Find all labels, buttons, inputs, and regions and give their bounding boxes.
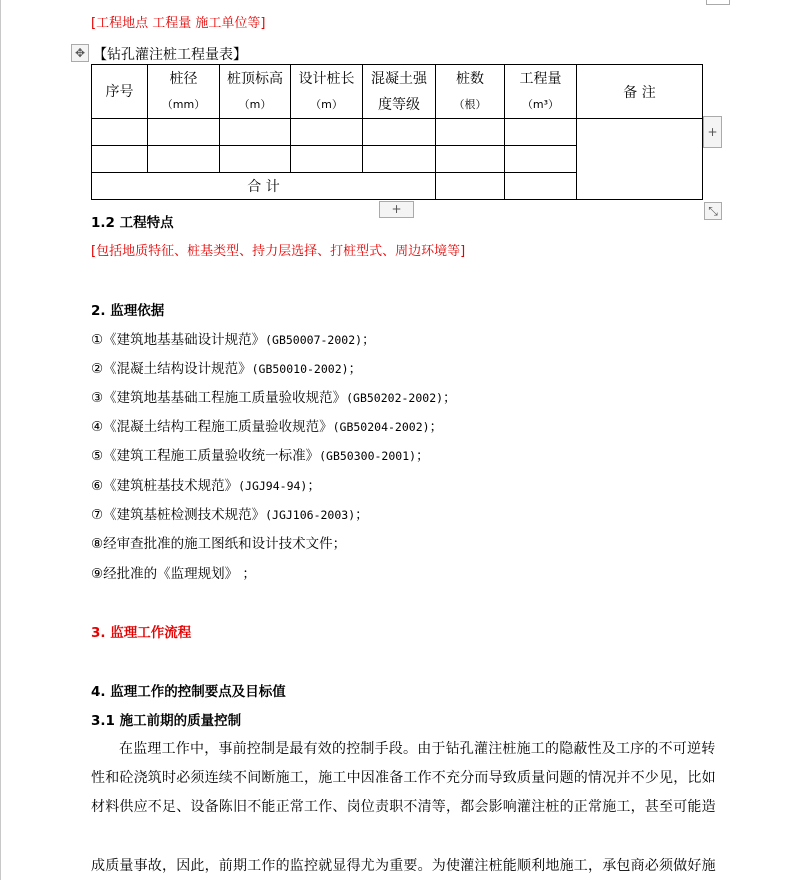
pile-quantity-table: [91, 64, 703, 200]
header-top-elevation: 桩顶标高 （m）: [220, 65, 291, 119]
total-label: 合 计: [92, 173, 436, 200]
section-4-heading: 4. 监理工作的控制要点及目标值: [91, 684, 286, 700]
paragraph-line: 在监理工作中，事前控制是最有效的控制手段。由于钻孔灌注桩施工的隐蔽性及工序的不可逆转: [119, 741, 716, 757]
list-item: ②《混凝土结构设计规范》(GB50010-2002)；: [91, 361, 363, 377]
table-title: 【钻孔灌注桩工程量表】: [93, 47, 247, 63]
header-pile-count: 桩数 （根）: [436, 65, 505, 119]
paragraph-line: 成质量事故，因此，前期工作的监控就显得尤为重要。为使灌注桩能顺利地施工，承包商必须做好施: [91, 858, 716, 874]
list-item: ①《建筑地基基础设计规范》(GB50007-2002)；: [91, 332, 376, 348]
header-concrete-grade: 混凝土强 度等级: [363, 65, 436, 119]
table-header-row: [92, 65, 703, 119]
section-1-2-heading: 1.2 工程特点: [91, 215, 174, 231]
project-location-note: [工程地点 工程量 施工单位等]: [91, 16, 266, 31]
table-cell[interactable]: [505, 146, 577, 173]
table-row: [92, 119, 703, 146]
table-cell[interactable]: [436, 146, 505, 173]
page-left-edge: [0, 0, 1, 880]
list-item: ⑥《建筑桩基技术规范》(JGJ94-94)；: [91, 478, 321, 494]
table-cell[interactable]: [291, 146, 363, 173]
list-item: ④《混凝土结构工程施工质量验收规范》(GB50204-2002)；: [91, 419, 444, 435]
table-resize-handle[interactable]: ⤡: [704, 202, 722, 220]
add-column-button[interactable]: +: [703, 116, 722, 148]
table-cell[interactable]: [436, 119, 505, 146]
table-cell[interactable]: [505, 173, 577, 200]
table-cell[interactable]: [436, 173, 505, 200]
section-3-1-heading: 3.1 施工前期的质量控制: [91, 713, 242, 729]
section-3-heading: 3. 监理工作流程: [91, 625, 192, 641]
paragraph-line: 性和砼浇筑时必须连续不间断施工，施工中因准备工作不充分而导致质量问题的情况并不少见，比如: [91, 770, 716, 786]
list-item: ⑦《建筑基桩检测技术规范》(JGJ106-2003)；: [91, 507, 369, 523]
section-2-heading: 2. 监理依据: [91, 303, 165, 319]
list-item: ⑧经审查批准的施工图纸和设计技术文件；: [91, 536, 347, 552]
section-1-2-note: [包括地质特征、桩基类型、持力层选择、打桩型式、周边环境等]: [91, 244, 466, 259]
table-cell[interactable]: [148, 119, 220, 146]
list-item: ⑤《建筑工程施工质量验收统一标准》(GB50300-2001)；: [91, 448, 430, 464]
header-diameter: 桩径 （mm）: [148, 65, 220, 119]
table-cell[interactable]: [363, 146, 436, 173]
table-cell[interactable]: [220, 146, 291, 173]
table-cell[interactable]: [92, 146, 148, 173]
remarks-cell[interactable]: [577, 119, 703, 200]
table-cell[interactable]: [148, 146, 220, 173]
header-quantity: 工程量 （m³）: [505, 65, 577, 119]
table-move-handle[interactable]: ✥: [71, 44, 89, 62]
table-cell[interactable]: [363, 119, 436, 146]
table-cell[interactable]: [220, 119, 291, 146]
header-seq: 序号: [92, 65, 148, 119]
page-corner-mark: [706, 0, 730, 5]
list-item: ③《建筑地基基础工程施工质量验收规范》(GB50202-2002)；: [91, 390, 457, 406]
table-cell[interactable]: [92, 119, 148, 146]
table-cell[interactable]: [505, 119, 577, 146]
add-row-button[interactable]: +: [379, 201, 414, 218]
header-design-length: 设计桩长 （m）: [291, 65, 363, 119]
list-item: ⑨经批准的《监理规划》 ；: [91, 566, 256, 582]
paragraph-line: 材料供应不足、设备陈旧不能正常工作、岗位责职不清等，都会影响灌注桩的正常施工，甚至可能造: [91, 799, 716, 815]
header-remarks: 备 注: [577, 65, 703, 119]
table-cell[interactable]: [291, 119, 363, 146]
